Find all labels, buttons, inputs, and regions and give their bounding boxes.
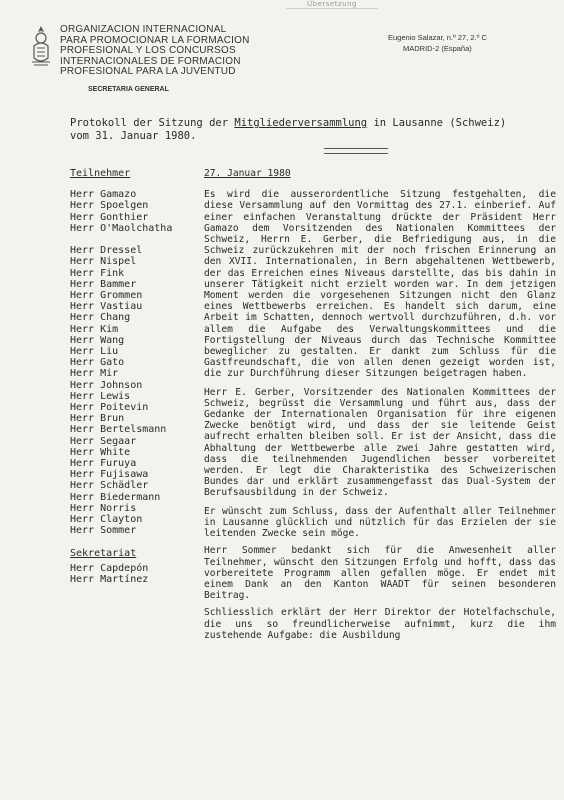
secretariat-heading: Sekretariat [70,547,137,559]
address-street: Eugenio Salazar, n.º 27, 2.º C [388,33,487,42]
paragraph: Schliesslich erklärt der Herr Direktor der Hotelfachschule, die uns so freundlicherweise aufnimmt, kurz die ihm zustehende Aufgabe: die Ausbildung [204,607,556,641]
address [388,32,538,54]
participants-group-1 [70,189,200,234]
translation-stamp: Übersetzung [286,0,378,9]
paragraph: Er wünscht zum Schluss, dass der Aufenthalt aller Teilnehmer in Lausanne glücklich und nützlich für das Erzielen der sie leitenden Zwecke sein möge. [204,505,556,540]
participant-name: Herr Gonthier [70,211,149,223]
participant-name: Herr Mir [70,368,119,380]
participant-name: Herr Bammer [70,278,137,290]
org-line: PROFESIONAL PARA LA JUVENTUD [60,66,236,77]
participant-name: Herr Gato [70,357,125,369]
participant-name: Herr Wang [70,334,125,346]
participant-name: Herr Poitevin [70,402,149,414]
participants-column [70,168,200,585]
participant-name: Herr Vastiau [70,301,143,313]
participant-name: Herr Clayton [70,514,143,526]
participant-name: Herr O'Maolchatha [70,222,173,234]
participant-name: Herr Capdepón [70,562,149,574]
title-date: vom 31. Januar 1980. [70,130,197,142]
participant-name: Herr White [70,446,131,458]
title-after: in Lausanne (Schweiz) [367,117,507,129]
double-rule [324,148,388,154]
participant-name: Herr Sommer [70,525,137,537]
participant-name: Herr Biedermann [70,491,161,503]
participant-name: Herr Dressel [70,245,143,257]
org-line: ORGANIZACION INTERNACIONAL [60,24,227,35]
org-line: INTERNACIONALES DE FORMACION [60,55,241,67]
department: SECRETARIA GENERAL [88,86,169,93]
participant-name: Herr Kim [70,323,119,335]
participant-name: Herr Bertelsmann [70,424,167,436]
organization-name [60,25,310,78]
paragraph: Herr Sommer bedankt sich für die Anwesenheit aller Teilnehmer, wünscht den Sitzungen Erfolg und hofft, dass das vorbereitete Programm allen gefallen möge. Er endet mit einem Dank an den Kanton WAADT für seinen besonderen Beitrag. [204,545,556,602]
participant-name: Herr Nispel [70,256,137,268]
participants-heading: Teilnehmer [70,168,131,179]
participants-group-2 [70,245,200,536]
participant-name: Herr Johnson [70,379,143,391]
participant-name: Herr Liu [70,346,119,358]
participant-name: Herr Martínez [70,574,149,586]
participant-name: Herr Grommen [70,290,143,302]
organization-logo [30,24,52,68]
secretariat-list [70,563,200,585]
org-line: PARA PROMOCIONAR LA FORMACION [60,34,250,46]
participant-name: Herr Schädler [70,480,149,492]
participant-name: Herr Fujisawa [70,469,149,481]
document-title [70,117,550,143]
paragraph: Herr E. Gerber, Vorsitzender des Nationalen Kommittees der Schweiz, begrüsst die Versammlung und führt aus, dass der Gedanke der Internationalen Organisation für ihre eigenen Zwecke benötigt wird, und dass der sie leitende Geist aufrecht erhalten bleiben soll. Er ist der Ansicht, dass die Abhaltung der Wettbewerbe alle zwei Jahre gestatten wird, dass die teilnehmenden Jugendlichen besser vorbereitet werden. Er legt die Charakteristika des Schweizerischen Bundes dar und erklärt zusammengefasst das Dual-System der Berufsausbildung in der Schweiz. [204,386,556,499]
participant-name: Herr Chang [70,312,131,324]
title-before: Protokoll der Sitzung der [70,117,235,129]
participant-name: Herr Furuya [70,458,137,470]
org-line: PROFESIONAL Y LOS CONCURSOS [60,45,236,56]
participant-name: Herr Lewis [70,390,131,402]
minutes-body [204,168,556,648]
address-city: MADRID-2 (España) [403,44,472,53]
participant-name: Herr Spoelgen [70,200,149,212]
participant-name: Herr Fink [70,267,125,279]
participant-name: Herr Segaar [70,435,137,447]
title-underlined: Mitgliederversammlung [234,117,368,129]
session-date: 27. Januar 1980 [204,168,291,179]
participant-name: Herr Norris [70,502,137,514]
participant-name: Herr Gamazo [70,189,137,201]
participant-name: Herr Brun [70,413,125,425]
paragraph: Es wird die ausserordentliche Sitzung festgehalten, die diese Versammlung auf den Vormittag des 27.1. einberief. Auf einer einfachen Veranstaltung drückte der Präsident Herr Gamazo dem Vorsitzenden des Nationalen Kommittees der Schweiz, Herrn E. Gerber, die Befriedigung aus, in die Schweiz zurückzukehren mit der noch frischen Erinnerung an den XVII. Internationalen, in Bern abgehaltenen Wettbewerb, der das Erreichen eines Niveaus darstellte, das bis dahin in unserer Tätigkeit nicht erzielt worden war. In dem jetzigen Moment werden die vorgesehenen Sitzungen nicht den Glanz eines Wettbewerbs erreichen. Es handelt sich darum, eine Arbeit im Schatten, dennoch wertvoll durchzuführen, d.h. vor allem die Aufgabe des Verwaltungskommittees und die Fortigstellung der Niveaus durch das Technische Kommittee beweglicher zu gestalten. Er dankt zum Schluss für die Gastfreundschaft, die von allen denen gezeigt worden ist, die zur Durchführung dieser Sitzungen beigetragen haben. [204,189,556,380]
